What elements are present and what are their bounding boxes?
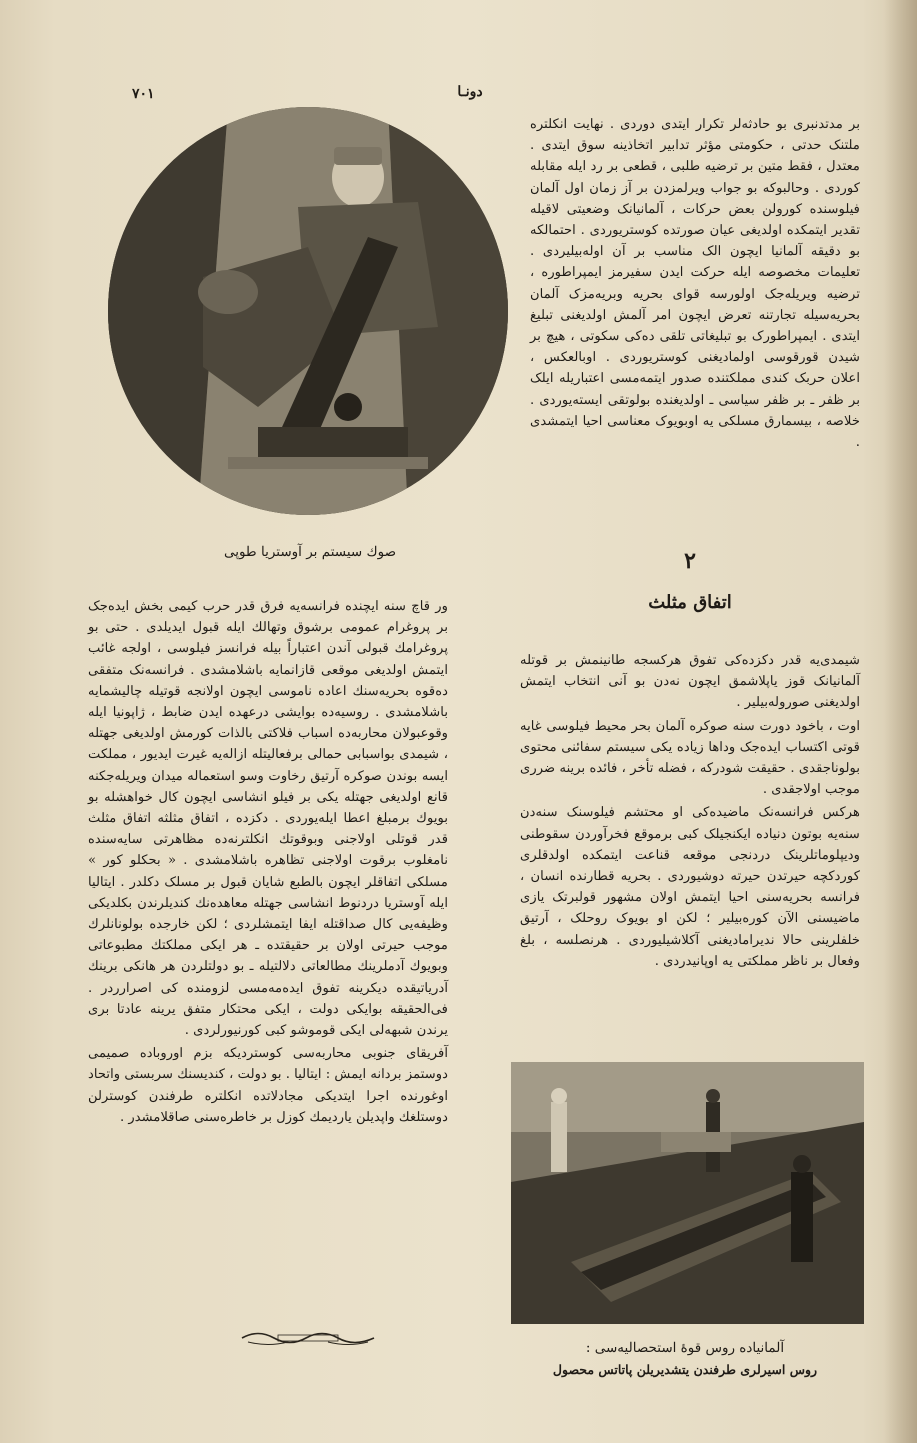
paragraph: ور قاچ سنه ایچنده فرانسه‌یه فرق قدر حرب کیمی بخش ایده‌جک بر پروغرام عمومی برشوق وتهالك ایله قبول ایدیلدی . حتی بو پروغرامك قبولی آندن اعتباراً بیله فرانسز فیلوسی ، اولجه غائب ایتمش اولدیغی موقعی قازانمایه باشلامشدی . فرانسه‌نک متفقی ده‌قوه بحریه‌سنك اعاده ناموسی ایچون اولانجه قوتیله چالیشمایه باشلامشدی . روسیه‌ده بوایشی درعهده ایدن ضابط ، ژاپونیا ایله وقوعبولان محاربه‌ده اسباب فلاکتی بالذات کورمش اولدیغی جهتله ، شیمدی بواسبابی حمالی برفعالیتله ازاله‌یه غیرت ایدیور ، مملکت ایسه بوندن صوکره آرتیق رخاوت وسو استعماله میدان ویریله‌جکنه قانع اولدیغی جهتله یکی بر فیلو انشاسی ایچون کال خواهشله بو بویوك برمبلغ اعطا ایله‌یوردی . دکزده ، اتفاق مثلثه اتفاق مثلث قدر قوتلی اولاجنی وبوقوتك انکلترنه‌ده مظاهرتی سایه‌سنده نامغلوب برقوت اولاجنی تظاهره باشلامشدی . « بحکلو کور » مسلکی اتفاقلر ایچون بالطبع شایان قبول بر مسلک دکلدر . ایتالیا ایله آوستریا دردنوط انشاسی جهتله معاهده‌نك کندیلرندن بکلدیکی وظیفه‌یی کال صداقتله ایفا ایتمشلردی ؛ لکن خارجده بولونانلرك موجب حیرتی اولان بر حقیقتده ـ هر ایکی مملکتك مطبوعاتی وبویوك آدملرینك مطالعاتی دلالتیله ـ بو دولتلردن هر هانکی برینك آدریاتیقده دیکرینه تفوق ایده‌مه‌مسی لزومنده کی اصرارردر . فی‌الحقیقه بوایکی دولت ، ایکی محتکار متفق یرینه عادتا بری یرندن شبهه‌لی ایکی قوموشو کبی کورنیورلردی . <box>88 599 448 1039</box>
paragraph: شیمدی‌یه قدر دکزده‌کی تفوق هرکسجه طانینمش بر قوتله آلمانیانک قوز یاپلاشمق ایچون نه‌دن بو آنی انتخاب ایتمش اولدیغنی صوروله‌بیلیر . <box>520 653 860 711</box>
right-column-mid-text <box>520 650 860 974</box>
round-photo-caption: صوك سیستم بر آوستریا طوپی <box>223 544 397 560</box>
paragraph: بر مدتدنبری بو حادثه‌لر تکرار ایتدی دوردی . نهایت انکلتره ملتنک حدتی ، حکومتی مؤثر تدابیر اتخاذینه سوق ایتدی . معتدل ، فقط متین بر ترضیه طلبی ، قطعی بر رد ایله مقابله کوردی . وحالبوکه بو جواب ویرلمزدن بر آز زمان اول آلمان فیلوسنده کورولن بعض حرکات ، آلمانیانک وضعیتی لاقیله تقدیر ایتمکده اولدیغی عیان صورتده کوستریوردی . احتمالکه بو دقیقه آلمانیا ایچون الک مناسب بر آن اوله‌بیلیردی . تعلیمات مخصوصه ایله حرکت ایدن سفیرمز ایمپراطوره ، ترضیه ویریله‌جک اولورسه قوای بحریه وبریه‌مزک آلمان بحریه‌سیله تجارتنه تعرض ایچون امر آلمش اولدیغنی تبلیغ ایتدی . ایمپراطورک بو تبلیغاتی تلقی ده‌کی سکوتی ، هیچ بر شیدن قورقوسی اولمادیغنی کوستریوردی . اوبالعکس ، اعلان حربک کندی مملکتنده صدور ایتمه‌مسی اعتباریله ایلک بر ظفر ـ بر ظفر سیاسی ـ اولدیغنده بولوتقی ایسته‌یوردی . خلاصه ، بیسمارق مسلکی یه اوبویوک معناسی احیا ایتمشدی . <box>530 117 860 451</box>
end-ornament-icon <box>238 1327 378 1349</box>
page-fold-shadow <box>884 0 917 1443</box>
paragraph: آفریقای جنوبی محاربه‌سی کوستردیکه بزم اوروباده صمیمی دوستمز بردانه ایمش : ایتالیا . بو دولت ، کندیسنك سربستی واتحاد اوغورنده اجرا ایتدیکی مجادلاتده انکلتره طرفندن کوسترلن دوستلغك واپدیلن یاردیمك کوزل بر خاطره‌سنی صاقلامشدر . <box>88 1046 448 1125</box>
potato-harvest-illustration <box>511 1062 864 1324</box>
section-title: اتفاق مثلث <box>648 592 732 613</box>
page-number: ۷۰۱ <box>132 86 155 102</box>
rect-photo-caption-line1: آلمانیاده روس قوۀ استحصالیه‌سی : <box>585 1340 785 1356</box>
left-column-text <box>88 596 448 1130</box>
austrian-gun-photo <box>108 107 508 515</box>
rect-photo-caption-line2: روس اسیرلری طرفندن یتشدیریلن پاتاتس محصول <box>552 1362 818 1377</box>
austrian-gun-illustration <box>108 107 508 515</box>
paragraph: اوت ، باخود دورت سنه صوکره آلمان بحر محیط فیلوسی غایه‌ قوتی اکتساب ایده‌جک وداها زیاده یکی سیستم سفائنی محتوی بولوناجقدی . حقیقت شودرکه ، فضله تأخر ، فائده برینه ضرری موجب اولاجقدی . <box>520 718 860 798</box>
journal-title: دونـا <box>457 84 483 100</box>
right-column-top-text <box>530 114 860 455</box>
paragraph: هرکس فرانسه‌نک ماضیده‌کی او محتشم فیلوسنک سنه‌دن سنه‌یه بوتون دنیاده ایکنجیلک کبی برموقع فخرآوردن سقوطنی ودیپلوماتلرینک دردنجی موقعه قناعت ایتمکده اولدقلری کوردکچه حیرتدن حیرته دوشیوردی . بحریه قطارنده انسان ، فرانسه بحریه‌سنی احیا ایتمش اولان مشهور قولبرتک یازی ماضیسنی الآن کوره‌بیلیر ؛ لکن او بویوک روحلک ، آرتیق خلفلرینی حالا ندیرامادیغنی آکلاشیلیوردی . هرنصلسه ، بلغ وفعال بر ناظر مملکتی یه اوپانیدردی . <box>520 805 860 969</box>
potato-harvest-photo <box>511 1062 864 1324</box>
section-number: ۲ <box>684 548 696 574</box>
